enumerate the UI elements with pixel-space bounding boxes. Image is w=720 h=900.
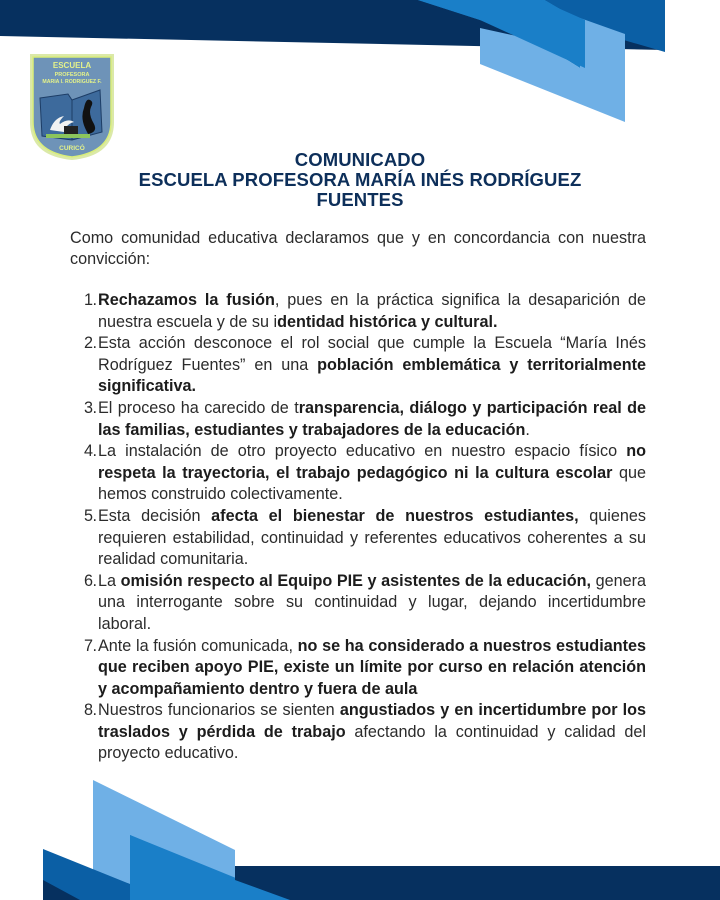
body-text: .	[525, 420, 530, 439]
body-text: Ante la fusión comunicada,	[98, 636, 298, 655]
declaration-list	[84, 290, 646, 765]
list-item-text	[98, 290, 646, 333]
list-item-number: 1.	[84, 291, 97, 309]
list-item-number: 3.	[84, 398, 97, 417]
top-light-blue-stripe	[480, 18, 625, 122]
list-item-number: 6.	[84, 571, 97, 590]
bottom-navy-band	[235, 866, 720, 900]
emphasis-text: no se ha considerado a nuestros estudiantes que reciben apoyo PIE, existe un límite por curso en relación atención y acompañamiento dentro y fuera de aula	[98, 636, 646, 698]
list-item	[84, 700, 646, 765]
body-text: La instalación de otro proyecto educativo en nuestro espacio físico	[98, 442, 627, 461]
emphasis-text: población emblemática y territorialmente significativa.	[98, 355, 646, 396]
list-item-number: 2.	[84, 334, 97, 353]
list-item	[84, 636, 646, 701]
list-item-text	[98, 333, 646, 398]
body-text: , pues en la práctica significa la desaparición de nuestra escuela y de su i	[98, 291, 646, 331]
list-item	[84, 506, 646, 571]
body-text: afectando la continuidad y calidad del proyecto educativo.	[98, 722, 647, 763]
school-crest-logo	[28, 52, 116, 162]
emphasis-text: no respeta la trayectoria, el trabajo pedagógico ni la cultura escolar	[98, 442, 646, 482]
list-item-number: 8.	[84, 701, 97, 720]
top-bright-blue-stripe	[418, 0, 603, 68]
list-item	[84, 333, 646, 398]
bottom-navy-corner	[43, 880, 80, 900]
body-text: El proceso ha carecido de t	[98, 398, 299, 417]
list-item-text	[98, 571, 646, 636]
list-item	[84, 441, 646, 506]
list-item-text	[98, 636, 646, 701]
list-item-text	[98, 506, 646, 571]
top-mid-blue-stripe	[545, 0, 665, 52]
top-navy-band	[0, 0, 665, 50]
bottom-bright-blue-stripe	[130, 835, 290, 900]
crest-text-escuela: ESCUELA	[52, 61, 92, 70]
list-item	[84, 571, 646, 636]
emphasis-text: afecta el bienestar de nuestros estudiantes,	[211, 506, 579, 525]
emphasis-text: dentidad histórica y cultural.	[277, 312, 498, 331]
crest-text-curico: CURICÓ	[59, 145, 85, 152]
title-line-school: ESCUELA PROFESORA MARÍA INÉS RODRÍGUEZ	[138, 169, 582, 190]
body-text: La	[98, 571, 121, 590]
top-bright-blue-overlay	[418, 0, 585, 68]
intro-paragraph: Como comunidad educativa declaramos que y en concordancia con nuestra convicción:	[70, 229, 646, 268]
list-item	[84, 398, 646, 441]
crest-text-profesora: PROFESORA	[54, 72, 90, 78]
emphasis-text: omisión respecto al Equipo PIE y asistentes de la educación,	[120, 571, 591, 590]
body-text: Esta acción desconoce el rol social que cumple la Escuela “María Inés Rodríguez Fuentes” en una	[98, 334, 646, 374]
crest-text-name: MARIA I. RODRIGUEZ F.	[42, 79, 102, 85]
list-item-number: 4.	[84, 442, 97, 461]
list-item-number: 7.	[84, 636, 97, 655]
body-text: Nuestros funcionarios se sienten	[98, 701, 340, 720]
list-item-text	[98, 398, 646, 441]
list-item-text	[98, 441, 646, 506]
body-text: genera una interrogante sobre su continuidad y lugar, dejando incertidumbre laboral.	[98, 571, 646, 633]
bottom-mid-blue-stripe	[43, 849, 160, 900]
body-text: quienes requieren estabilidad, continuidad y referentes educativos coherentes a su realidad comunitaria.	[98, 506, 647, 569]
list-item	[84, 290, 646, 333]
bottom-bright-overlay	[130, 835, 290, 900]
list-item-text	[98, 700, 646, 765]
body-text: Esta decisión	[98, 506, 212, 525]
title-line-fuentes: FUENTES	[316, 189, 404, 210]
title-line-comunicado: COMUNICADO	[294, 149, 426, 170]
page-title	[60, 150, 660, 210]
body-text: que hemos construido colectivamente.	[98, 463, 646, 504]
top-navy-band-left	[0, 0, 480, 36]
emphasis-text: Rechazamos la fusión	[98, 291, 275, 309]
emphasis-text: angustiados y en incertidumbre por los traslados y pérdida de trabajo	[98, 701, 647, 741]
emphasis-text: ransparencia, diálogo y participación real de las familias, estudiantes y trabajadores de la educación	[98, 398, 646, 439]
list-item-number: 5.	[84, 506, 97, 525]
bottom-light-blue-stripe	[93, 780, 235, 900]
